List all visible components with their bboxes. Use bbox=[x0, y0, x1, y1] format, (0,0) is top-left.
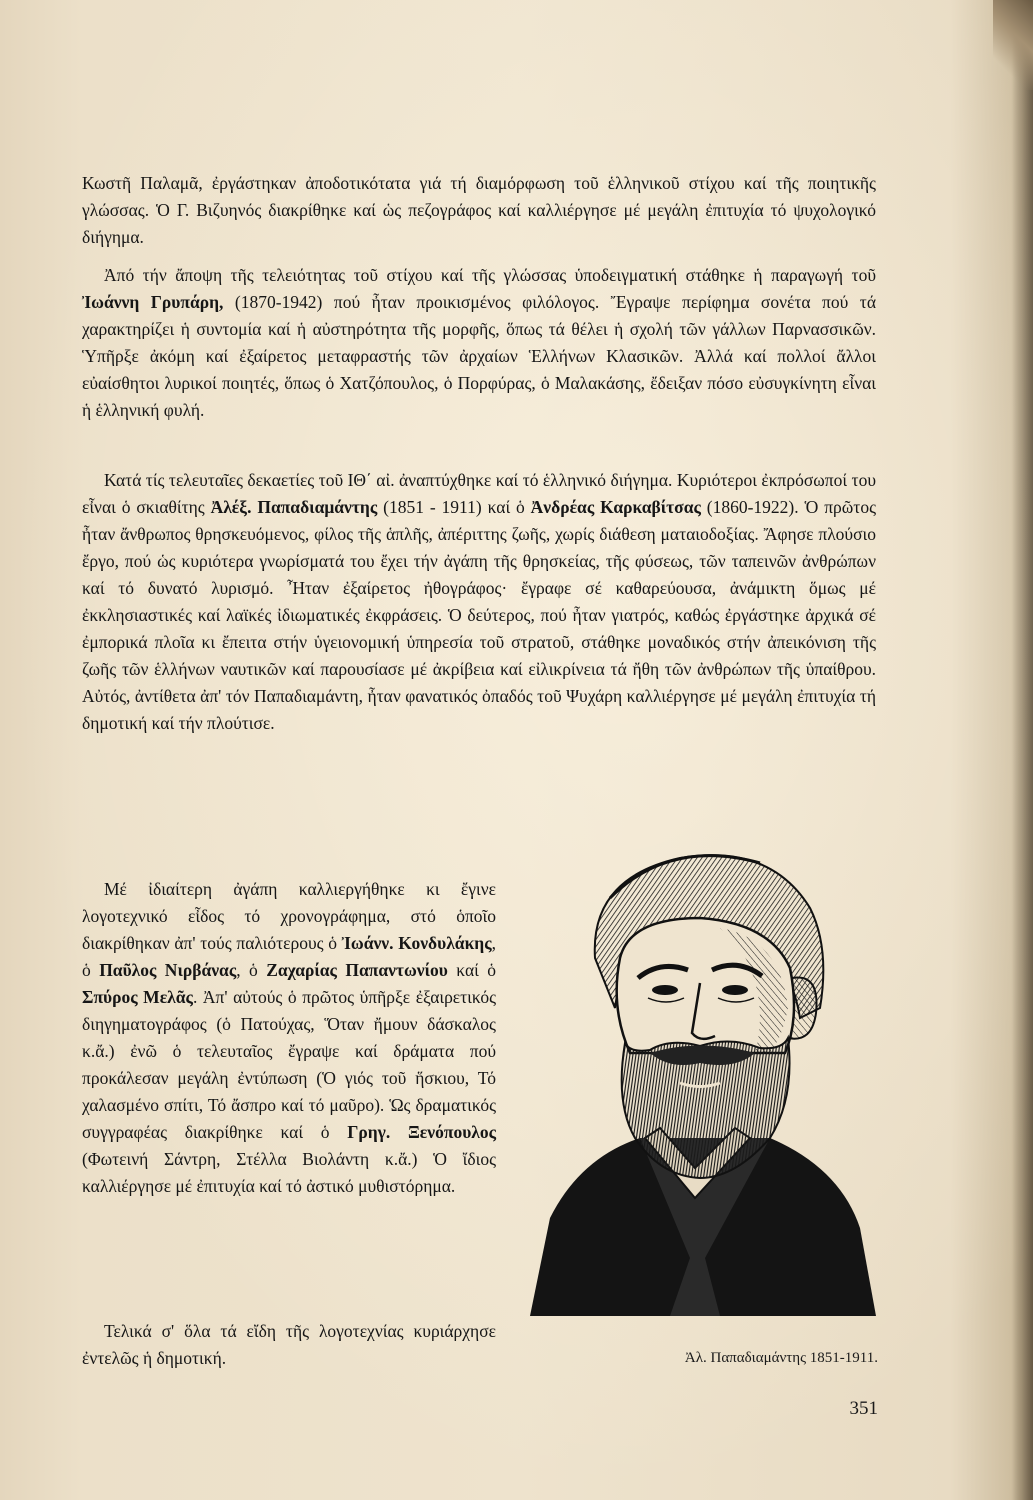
paragraph-intro bbox=[82, 170, 876, 251]
bold-name: Ἰωάννη Γρυπάρη, bbox=[82, 292, 224, 312]
text-run: , ὁ bbox=[236, 960, 267, 980]
page-edge-shadow bbox=[1011, 0, 1033, 1500]
bold-name: Γρηγ. Ξενόπουλος bbox=[347, 1122, 497, 1142]
paragraph-chronicle bbox=[82, 876, 496, 1200]
bold-name: Ἀλέξ. Παπαδιαμάντης bbox=[210, 497, 378, 517]
text-run: Κατά τίς τελευταῖες δεκαετίες τοῦ ΙΘ΄ αἰ. ἀναπτύχθηκε καί τό ἑλληνικό διήγημα. Κυριότεροι ἐκπρόσωποί του εἶναι ὁ σκιαθίτης bbox=[82, 470, 876, 517]
page-number: 351 bbox=[849, 1398, 878, 1419]
text-run: Κωστῆ Παλαμᾶ, ἐργάστηκαν ἀποδοτικότατα γιά τή διαμόρφωση τοῦ ἑλληνικοῦ στίχου καί τῆς ποιητικῆς γλώσσας. Ὁ Γ. Βιζυηνός διακρίθηκε καί ὡς πεζογράφος καί καλλιέργησε μέ μεγάλη ἐπιτυχία τό ψυχολογικό διήγημα. bbox=[82, 173, 876, 247]
text-run: Τελικά σ' ὅλα τά εἴδη τῆς λογοτεχνίας κυριάρχησε ἐντελῶς ἡ δημοτική. bbox=[82, 1321, 496, 1368]
portrait-caption: Ἀλ. Παπαδιαμάντης 1851-1911. bbox=[684, 1350, 878, 1366]
portrait-papadiamantis bbox=[520, 838, 876, 1316]
text-run: Μέ ἰδιαίτερη ἀγάπη καλλιεργήθηκε κι ἔγινε λογοτεχνικό εἶδος τό χρονογράφημα, στό ὁποῖο διακρίθηκαν ἀπ' τούς παλιότερους ὁ bbox=[82, 879, 496, 953]
text-run: (Φωτεινή Σάντρη, Στέλλα Βιολάντη κ.ἄ.) Ὁ ἴδιος καλλιέργησε μέ ἐπιτυχία καί τό ἀστικό μυθιστόρημα. bbox=[82, 1149, 496, 1196]
bold-name: Ἀνδρέας Καρκαβίτσας bbox=[530, 497, 701, 517]
text-run: . Ἀπ' αὐτούς ὁ πρῶτος ὑπῆρξε ἐξαιρετικός διηγηματογράφος (ὁ Πατούχας, Ὅταν ἤμουν δάσκαλος κ.ἄ.) ἐνῶ ὁ τελευταῖος ἔγραψε καί δράματα πού προκάλεσαν μεγάλη ἐντύπωση (Ὁ γιός τοῦ ἥσκιου, Τό χαλασμένο σπίτι, Τό ἄσπρο καί τό μαῦρο). Ὡς δραματικός συγγραφέας διακρίθηκε καί ὁ bbox=[82, 987, 497, 1142]
text-run: καί ὁ bbox=[447, 960, 497, 980]
bold-name: Παῦλος Νιρβάνας bbox=[99, 960, 237, 980]
text-run: , ὁ bbox=[82, 933, 496, 980]
bold-name: Ζαχαρίας Παπαντωνίου bbox=[266, 960, 448, 980]
text-run: (1870-1942) πού ἦταν προικισμένος φιλόλογος. Ἔγραψε περίφημα σονέτα πού τά χαρακτηρίζει ἡ συντομία καί ἡ αὐστηρότητα τῆς μορφῆς, ὅπως τά θέλει ἡ σχολή τῶν γάλλων Παρνασσικῶν. Ὑπῆρξε ἀκόμη καί ἐξαίρετος μεταφραστής τῶν ἀρχαίων Ἑλλήνων Κλασικῶν. Ἀλλά καί πολλοί ἄλλοι εὐαίσθητοι λυρικοί ποιητές, ὅπως ὁ Χατζόπουλος, ὁ Πορφύρας, ὁ Μαλακάσης, ἔδειξαν πόσο εὐσυγκίνητη εἶναι ἡ ἑλληνική φυλή. bbox=[82, 292, 876, 420]
bold-name: Σπύρος Μελᾶς bbox=[82, 987, 193, 1007]
text-run: Ἀπό τήν ἄποψη τῆς τελειότητας τοῦ στίχου καί τῆς γλώσσας ὑποδειγματική στάθηκε ἡ παραγωγή τοῦ bbox=[104, 265, 876, 285]
page-corner-fold bbox=[993, 0, 1033, 90]
paragraph-conclusion bbox=[82, 1318, 496, 1372]
paragraph-gryparis bbox=[82, 262, 876, 424]
paragraph-short-story bbox=[82, 467, 876, 737]
text-run: (1860-1922). Ὁ πρῶτος ἦταν ἄνθρωπος θρησκευόμενος, φίλος τῆς ἁπλῆς, ἀπέριττης ζωῆς, χωρίς διάθεση ματαιοδοξίας. Ἄφησε πλούσιο ἔργο, πού ὡς κυριότερα γνωρίσματά του ἔχει τήν ἀγάπη τῆς θρησκείας, τῆς φύσεως, τῶν ταπεινῶν ἀνθρώπων καί τό δυνατό λυρισμό. Ἦταν ἐξαίρετος ἠθογράφος· ἔγραφε σέ καθαρεύουσα, ἀνάμικτη ὅμως μέ ἐκκλησιαστικές καί λαϊκές ἰδιωματικές ἐκφράσεις. Ὁ δεύτερος, πού ἦταν γιατρός, καθώς ἐργάστηκε ἀρχικά σέ ἐμπορικά πλοῖα κι ἔπειτα στήν ὑγειονομική ὑπηρεσία τοῦ στρατοῦ, στάθηκε μοναδικός στήν ἀπεικόνιση τῆς ζωῆς τῶν ἑλλήνων ναυτικῶν καί παρουσίασε μέ ἀκρίβεια καί εἰλικρίνεια τά ἤθη τῶν ἀνθρώπων τῆς ὑπαίθρου. Αὐτός, ἀντίθετα ἀπ' τόν Παπαδιαμάντη, ἦταν φανατικός ὀπαδός τοῦ Ψυχάρη καλλιέργησε μέ μεγάλη ἐπιτυχία τή δημοτική καί τήν πλούτισε. bbox=[82, 497, 877, 733]
bold-name: Ἰωάνν. Κονδυλάκης bbox=[341, 933, 492, 953]
text-run: (1851 - 1911) καί ὁ bbox=[377, 497, 531, 517]
